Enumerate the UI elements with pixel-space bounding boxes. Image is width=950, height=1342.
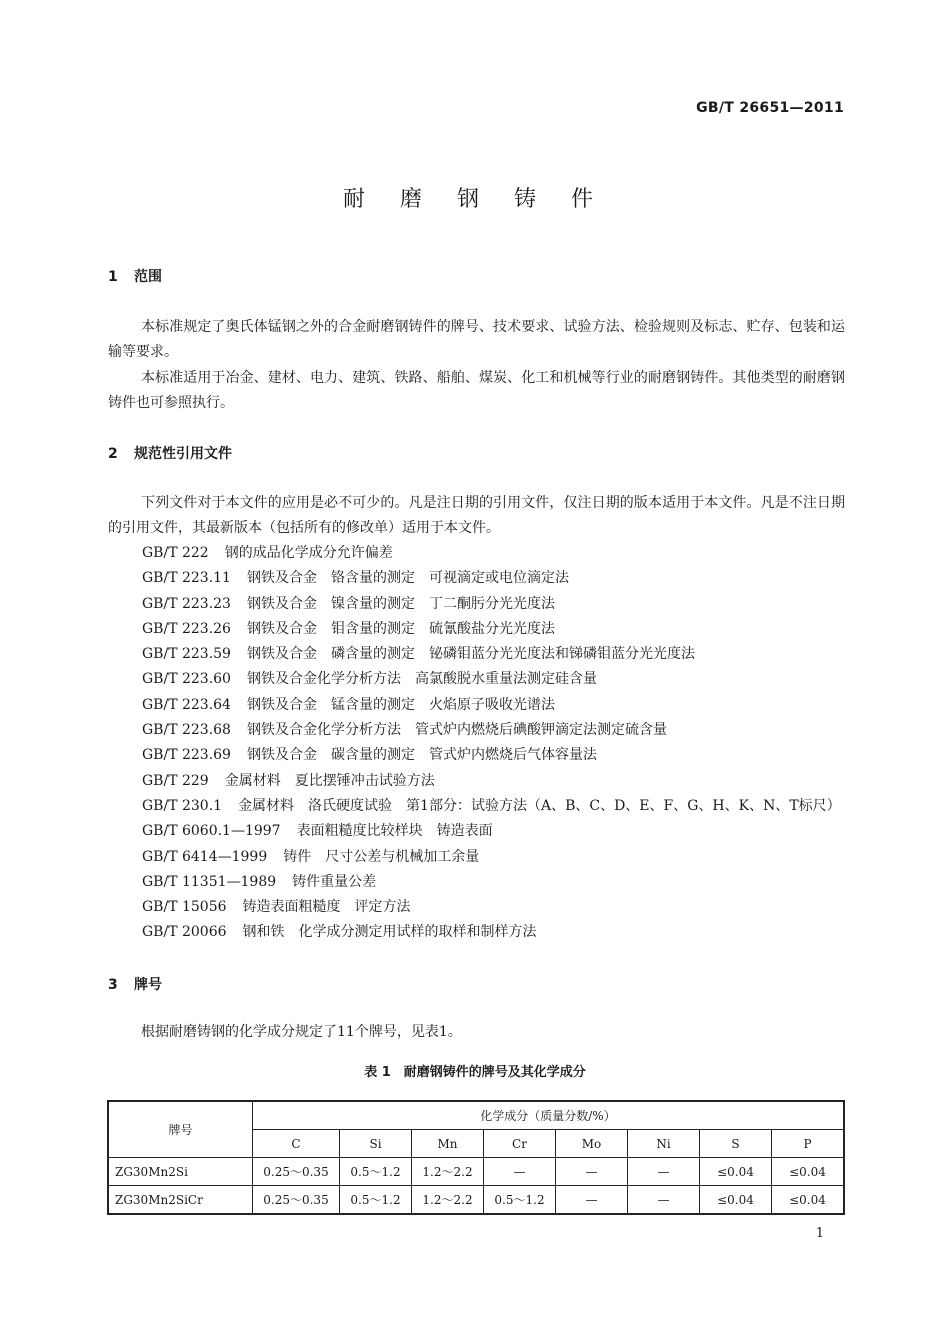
section-title: 范围 [134,269,162,285]
column-header-ni: Ni [628,1130,700,1158]
value-cell: 0.25～0.35 [253,1186,340,1215]
reference-item [142,769,841,794]
value-cell: — [628,1158,700,1186]
reference-code: GB/T 223.26 [142,620,231,637]
reference-code: GB/T 223.11 [142,570,231,587]
reference-title: 表面粗糙度比较样块 铸造表面 [296,823,493,840]
reference-code: GB/T 222 [142,545,209,561]
grade-column-header: 牌号 [108,1101,253,1158]
document-title: 耐 磨 钢 铸 件 [343,187,607,212]
reference-item [142,743,841,768]
reference-item [142,617,841,642]
value-cell: ≤0.04 [700,1186,772,1215]
reference-title: 钢铁及合金 钼含量的测定 硫氰酸盐分光光度法 [246,620,555,637]
reference-code: GB/T 223.59 [142,646,231,663]
reference-title: 钢和铁 化学成分测定用试样的取样和制样方法 [242,924,537,941]
reference-title: 金属材料 洛氏硬度试验 第1部分：试验方法（A、B、C、D、E、F、G、H、K、N、T标尺） [238,797,841,814]
column-header-mo: Mo [556,1130,628,1158]
reference-list [142,541,841,946]
reference-code: GB/T 230.1 [142,797,223,814]
value-cell: 0.25～0.35 [253,1158,340,1186]
table-header-row [108,1101,844,1130]
reference-code: GB/T 6414—1999 [142,848,268,865]
column-header-p: P [772,1130,845,1158]
reference-title: 钢的成品化学成分允许偏差 [224,545,393,561]
reference-code: GB/T 223.60 [142,671,231,688]
reference-title: 钢铁及合金 铬含量的测定 可视滴定或电位滴定法 [246,570,569,587]
reference-title: 钢铁及合金 镍含量的测定 丁二酮肟分光光度法 [246,595,555,612]
value-cell: ≤0.04 [772,1158,845,1186]
value-cell: 0.5～1.2 [340,1186,412,1215]
reference-code: GB/T 223.64 [142,696,231,713]
reference-item [142,566,841,591]
reference-item [142,870,841,895]
composition-group-header: 化学成分（质量分数/%） [253,1101,845,1130]
section-title: 规范性引用文件 [134,446,232,462]
reference-code: GB/T 20066 [142,924,227,941]
value-cell: ≤0.04 [772,1186,845,1215]
section-title: 牌号 [134,977,162,993]
reference-item [142,693,841,718]
grade-cell: ZG30Mn2SiCr [108,1186,253,1215]
reference-item [142,895,841,920]
page-number: 1 [815,1226,824,1241]
section-3-heading [108,974,162,994]
reference-title: 钢铁及合金 碳含量的测定 管式炉内燃烧后气体容量法 [246,747,597,764]
reference-code: GB/T 223.23 [142,595,231,612]
chemical-composition-table [107,1100,845,1215]
value-cell: 0.5～1.2 [484,1186,556,1215]
reference-code: GB/T 223.69 [142,747,231,764]
table-row [108,1158,844,1186]
section-2-intro: 下列文件对于本文件的应用是必不可少的。凡是注日期的引用文件，仅注日期的版本适用于本文件。凡是不注日期的引用文件，其最新版本（包括所有的修改单）适用于本文件。 [108,495,845,536]
section-1-heading [108,266,162,286]
reference-code: GB/T 6060.1—1997 [142,823,281,840]
reference-title: 钢铁及合金 锰含量的测定 火焰原子吸收光谱法 [246,696,555,713]
section-1-paragraph-2: 本标准适用于冶金、建材、电力、建筑、铁路、船舶、煤炭、化工和机械等行业的耐磨钢铸件。其他类型的耐磨钢铸件也可参照执行。 [108,370,845,411]
value-cell: — [484,1158,556,1186]
reference-title: 钢铁及合金化学分析方法 管式炉内燃烧后碘酸钾滴定法测定硫含量 [246,722,667,739]
reference-code: GB/T 15056 [142,899,227,916]
reference-code: GB/T 229 [142,772,209,789]
grade-cell: ZG30Mn2Si [108,1158,253,1186]
reference-item [142,718,841,743]
reference-item [142,845,841,870]
section-2-heading [108,443,232,463]
section-number: 1 [108,269,118,285]
reference-code: GB/T 11351—1989 [142,873,277,890]
value-cell: 1.2～2.2 [412,1186,484,1215]
reference-item [142,794,841,819]
value-cell: — [556,1186,628,1215]
reference-title: 金属材料 夏比摆锤冲击试验方法 [224,772,435,789]
value-cell: 0.5～1.2 [340,1158,412,1186]
column-header-mn: Mn [412,1130,484,1158]
section-number: 2 [108,446,118,462]
section-number: 3 [108,977,118,993]
reference-title: 铸件重量公差 [292,873,377,890]
column-header-s: S [700,1130,772,1158]
reference-item [142,541,841,566]
reference-title: 钢铁及合金化学分析方法 高氯酸脱水重量法测定硅含量 [246,671,597,688]
table-row [108,1186,844,1215]
section-3-paragraph: 根据耐磨铸钢的化学成分规定了11个牌号，见表1。 [141,1024,462,1040]
reference-item [142,642,841,667]
value-cell: — [556,1158,628,1186]
table-1-caption: 表 1 耐磨钢铸件的牌号及其化学成分 [364,1065,586,1080]
reference-item [142,819,841,844]
value-cell: — [628,1186,700,1215]
reference-title: 钢铁及合金 磷含量的测定 铋磷钼蓝分光光度法和锑磷钼蓝分光光度法 [246,646,695,663]
value-cell: 1.2～2.2 [412,1158,484,1186]
reference-item [142,667,841,692]
section-1-paragraph-1: 本标准规定了奥氏体锰钢之外的合金耐磨钢铸件的牌号、技术要求、试验方法、检验规则及标志、贮存、包装和运输等要求。 [108,319,845,360]
column-header-si: Si [340,1130,412,1158]
value-cell: ≤0.04 [700,1158,772,1186]
column-header-c: C [253,1130,340,1158]
reference-item [142,592,841,617]
column-header-cr: Cr [484,1130,556,1158]
reference-item [142,920,841,945]
reference-title: 铸造表面粗糙度 评定方法 [242,899,411,916]
reference-code: GB/T 223.68 [142,722,231,739]
standard-code: GB/T 26651—2011 [696,100,844,116]
reference-title: 铸件 尺寸公差与机械加工余量 [283,848,480,865]
